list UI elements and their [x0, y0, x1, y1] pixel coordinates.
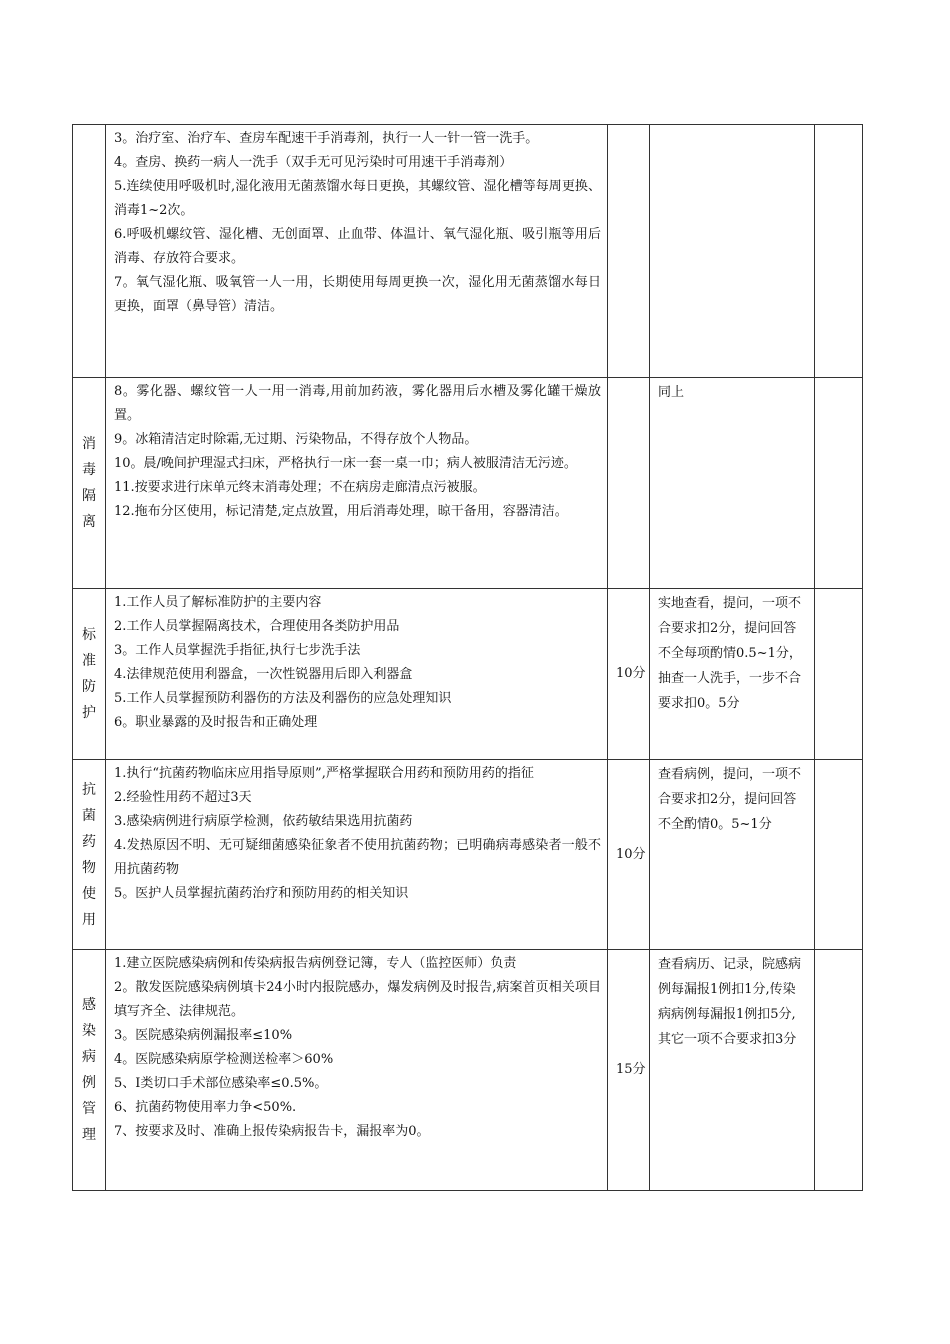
- criteria-cell: [106, 378, 608, 589]
- method-cell: 同上: [650, 378, 815, 589]
- criterion-item: 7、按要求及时、准确上报传染病报告卡，漏报率为0。: [114, 1124, 430, 1139]
- criteria-cell: [106, 760, 608, 950]
- criteria-cell: [106, 589, 608, 760]
- criterion-item: 2.经验性用药不超过3天: [114, 790, 252, 805]
- table-row: [73, 760, 863, 950]
- criterion-item: 3。治疗室、治疗车、查房车配速干手消毒剂，执行一人一针一管一洗手。: [114, 131, 539, 146]
- criterion-item: 2。散发医院感染病例填卡24小时内报院感办，爆发病例及时报告,病案首页相关项目填写齐全、法律规范。: [114, 980, 601, 1019]
- table-row: [73, 378, 863, 589]
- category-cell: 抗 菌 药 物 使 用: [73, 760, 106, 950]
- criterion-item: 3。医院感染病例漏报率≤10%: [114, 1028, 293, 1043]
- criteria-cell: [106, 125, 608, 378]
- criteria-cell: [106, 950, 608, 1191]
- table-row: [73, 125, 863, 378]
- method-cell: 查看病例，提问，一项不合要求扣2分，提问回答不全酌情0。5~1分: [650, 760, 815, 950]
- criterion-item: 7。氧气湿化瓶、吸氧管一人一用，长期使用每周更换一次，湿化用无菌蒸馏水每日更换，面罩（鼻导管）清洁。: [114, 275, 601, 314]
- criterion-item: 1.建立医院感染病例和传染病报告病例登记簿，专人（监控医师）负责: [114, 956, 517, 971]
- criterion-item: 6.呼吸机螺纹管、湿化槽、无创面罩、止血带、体温计、氧气湿化瓶、吸引瓶等用后消毒、存放符合要求。: [114, 227, 601, 266]
- category-cell: 标 准 防 护: [73, 589, 106, 760]
- score-cell: 10分: [608, 760, 650, 950]
- table-body: [73, 125, 863, 1191]
- method-cell: 实地查看，提问，一项不合要求扣2分，提问回答不全每项酌情0.5~1分，抽查一人洗手，一步不合要求扣0。5分: [650, 589, 815, 760]
- inspection-table: [72, 124, 863, 1191]
- criterion-item: 4。医院感染病原学检测送检率＞60%: [114, 1052, 334, 1067]
- category-cell: 感 染 病 例 管 理: [73, 950, 106, 1191]
- criterion-item: 2.工作人员掌握隔离技术，合理使用各类防护用品: [114, 619, 400, 634]
- criterion-item: 12.拖布分区使用，标记清楚,定点放置，用后消毒处理，晾干备用，容器清洁。: [114, 504, 568, 519]
- criterion-item: 4.发热原因不明、无可疑细菌感染征象者不使用抗菌药物；已明确病毒感染者一般不用抗菌药物: [114, 838, 601, 877]
- criterion-item: 9。冰箱清洁定时除霜,无过期、污染物品，不得存放个人物品。: [114, 432, 478, 447]
- table-row: [73, 950, 863, 1191]
- deduction-cell: [815, 760, 863, 950]
- category-cell: 消 毒 隔 离: [73, 378, 106, 589]
- score-cell: 15分: [608, 950, 650, 1191]
- method-cell: [650, 125, 815, 378]
- criterion-item: 6、抗菌药物使用率力争<50%.: [114, 1100, 297, 1115]
- criterion-item: 4.法律规范使用利器盒，一次性锐器用后即入利器盒: [114, 667, 413, 682]
- criterion-item: 8。雾化器、螺纹管一人一用一消毒,用前加药液，雾化器用后水槽及雾化罐干燥放置。: [114, 384, 601, 423]
- deduction-cell: [815, 125, 863, 378]
- method-cell: 查看病历、记录，院感病例每漏报1例扣1分,传染病病例每漏报1例扣5分,其它一项不合要求扣3分: [650, 950, 815, 1191]
- category-cell: [73, 125, 106, 378]
- criterion-item: 10。晨/晚间护理湿式扫床，严格执行一床一套一桌一巾；病人被服清洁无污迹。: [114, 456, 577, 471]
- score-cell: 10分: [608, 589, 650, 760]
- deduction-cell: [815, 378, 863, 589]
- deduction-cell: [815, 950, 863, 1191]
- score-cell: [608, 378, 650, 589]
- criterion-item: 6。职业暴露的及时报告和正确处理: [114, 715, 318, 730]
- criterion-item: 4。查房、换药一病人一洗手（双手无可见污染时可用速干手消毒剂）: [114, 155, 513, 170]
- criterion-item: 5。医护人员掌握抗菌药治疗和预防用药的相关知识: [114, 886, 409, 901]
- score-cell: [608, 125, 650, 378]
- criterion-item: 3.感染病例进行病原学检测，依药敏结果选用抗菌药: [114, 814, 413, 829]
- table-row: [73, 589, 863, 760]
- criterion-item: 3。工作人员掌握洗手指征,执行七步洗手法: [114, 643, 361, 658]
- criterion-item: 5.连续使用呼吸机时,湿化液用无菌蒸馏水每日更换，其螺纹管、湿化槽等每周更换、消毒1~2次。: [114, 179, 601, 218]
- criterion-item: 11.按要求进行床单元终末消毒处理；不在病房走廊清点污被服。: [114, 480, 486, 495]
- deduction-cell: [815, 589, 863, 760]
- criterion-item: 5.工作人员掌握预防利器伤的方法及利器伤的应急处理知识: [114, 691, 452, 706]
- criterion-item: 1.执行“抗菌药物临床应用指导原则”,严格掌握联合用药和预防用药的指征: [114, 766, 534, 781]
- criterion-item: 5、I类切口手术部位感染率≤0.5%。: [114, 1076, 328, 1091]
- criterion-item: 1.工作人员了解标准防护的主要内容: [114, 595, 322, 610]
